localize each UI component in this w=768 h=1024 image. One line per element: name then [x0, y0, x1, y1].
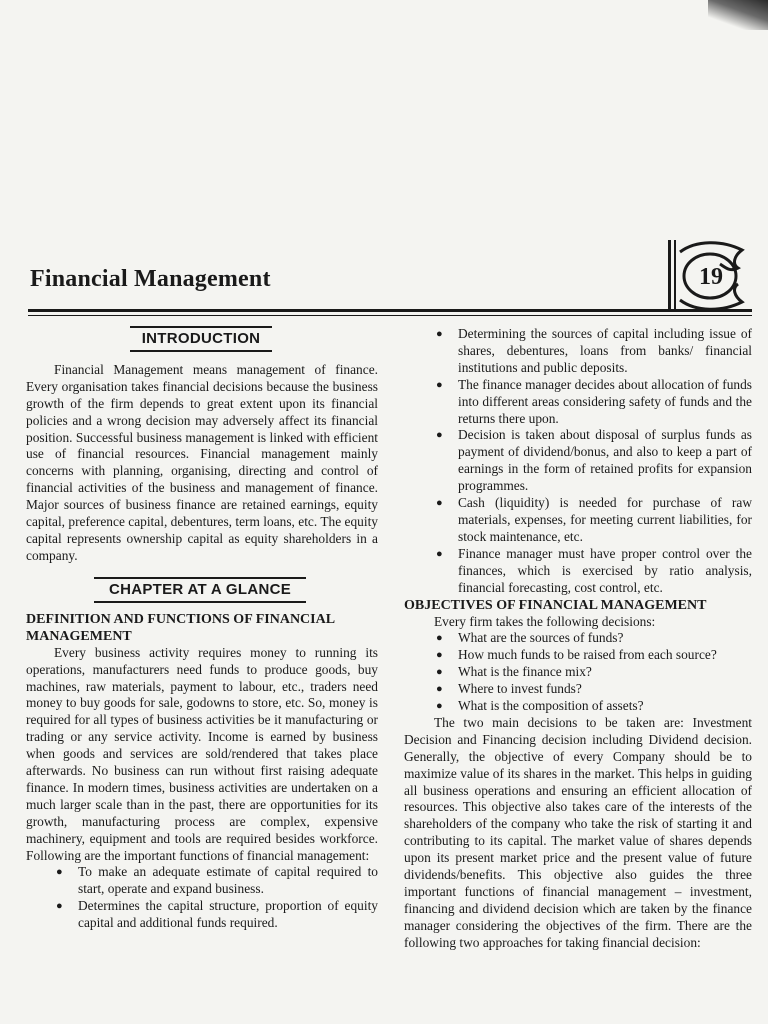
list-item: ● How much funds to be raised from each source?: [404, 647, 752, 664]
list-item: ● Where to invest funds?: [404, 681, 752, 698]
introduction-paragraph: Financial Management means management of finance. Every organisation takes financial decisions because the business growth of the firm depends to great extent upon its financial policies and a wrong decision may adversely affect its financial position. Successful business management is linked with efficient use of financial resources. Financial management mainly concerns with planning, organising, directing and control of financial activities of the business and management of finance. Major sources of business finance are retained earnings, equity capital, preference capital, debentures, term loans, etc. The equity capital represents ownership capital as equity shareholders in a company.: [26, 361, 378, 563]
functions-list-continued: [404, 326, 752, 597]
list-item: ● Determines the capital structure, proportion of equity capital and additional funds required.: [26, 898, 378, 932]
list-item: ● Determining the sources of capital including issue of shares, debentures, loans from banks/ financial institutions and public deposits.: [404, 326, 752, 377]
decisions-list: [404, 630, 752, 715]
list-item: ● What is the composition of assets?: [404, 698, 752, 715]
header-rule-thin: [28, 315, 752, 316]
list-item: ● Finance manager must have proper control over the finances, which is exercised by ratio analysis, financial forecasting, cost control, etc.: [404, 546, 752, 597]
definition-heading: DEFINITION AND FUNCTIONS OF FINANCIAL MANAGEMENT: [26, 611, 335, 644]
chapter-number: 19: [699, 264, 723, 290]
header-rule-thick: [28, 309, 752, 312]
list-item: ● The finance manager decides about allocation of funds into different areas considering safety of funds and the returns there upon.: [404, 377, 752, 428]
chapter-glance-heading: CHAPTER AT A GLANCE: [94, 577, 306, 603]
objectives-heading: OBJECTIVES OF FINANCIAL MANAGEMENT: [404, 597, 707, 613]
list-item: ● Cash (liquidity) is needed for purchase of raw materials, expenses, for meeting current liabilities, for stock maintenance, etc.: [404, 495, 752, 546]
functions-list: [26, 864, 378, 932]
objectives-lead: Every firm takes the following decisions:: [434, 613, 656, 629]
introduction-heading: INTRODUCTION: [130, 326, 272, 352]
list-item: ● To make an adequate estimate of capital required to start, operate and expand business.: [26, 864, 378, 898]
list-item: ● What is the finance mix?: [404, 664, 752, 681]
objectives-paragraph: The two main decisions to be taken are: Investment Decision and Financing decision including Dividend decision. Generally, the objective of every Company should be to maximize value of its shares in the market. This helps in guiding all business operations and ensuring an efficient allocation of resources. This objective also takes care of the interests of the shareholders of the company who take the risk of starting it and contributing to its capital. The market value of shares depends upon its present market price and the present value of future dividends/benefits. This objective also guides the three important functions of financial management – investment, financing and dividend decision which are taken by the finance manager considering the objectives of the firm. There are the following two approaches for taking financial decision:: [404, 714, 752, 950]
definition-paragraph: Every business activity requires money to running its operations, manufacturers need funds to produce goods, buy machines, raw materials, payment to labour, etc., traders need money to buy goods for sale, godowns to store, etc. So, money is required for all types of business activities be it manufacturing or trading or any service activity. Income is earned by business when goods and services are sold/rendered that takes place afterwards. No business can run without first raising adequate finance. In modern times, business activities are undertaken on a much larger scale than in the past, there are opportunities for its growth, manufacturing process are complex, expensive machinery, equipment and tools are required besides workforce. Following are the important functions of financial management:: [26, 644, 378, 863]
chapter-title: Financial Management: [30, 266, 271, 292]
list-item: ● What are the sources of funds?: [404, 630, 752, 647]
list-item: ● Decision is taken about disposal of surplus funds as payment of dividend/bonus, and also to keep a part of earnings in the form of retained profits for expansion programmes.: [404, 427, 752, 495]
right-column: [404, 326, 752, 952]
left-column: [26, 326, 378, 932]
page-corner-shadow: [708, 0, 768, 30]
